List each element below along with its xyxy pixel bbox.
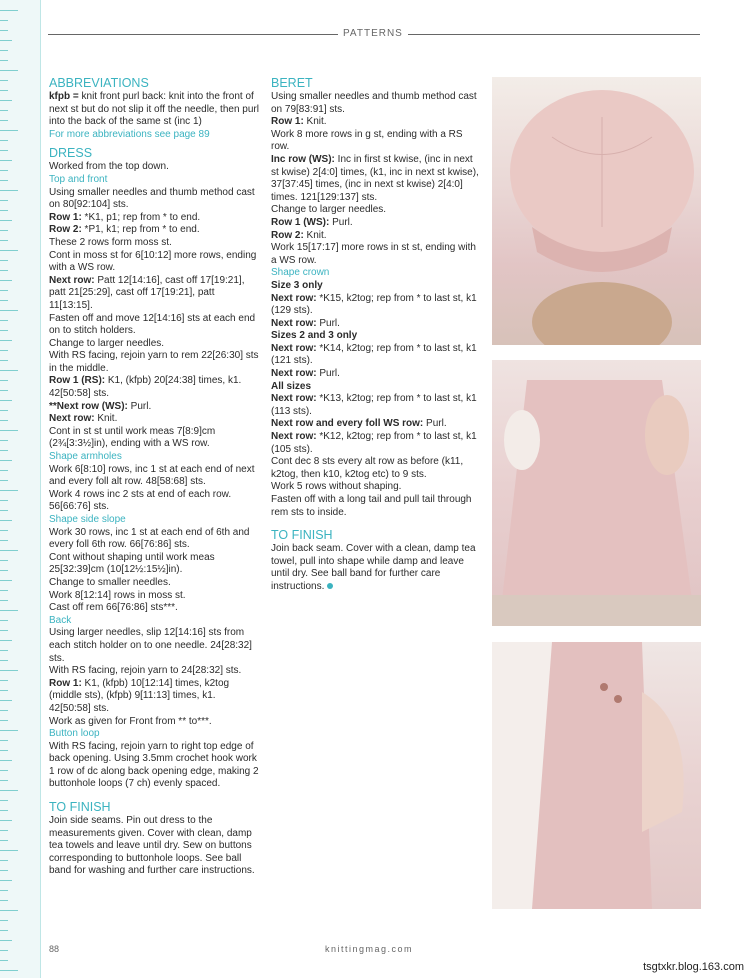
section-title: PATTERNS <box>343 28 403 39</box>
all-next3: Next row: *K12, k2tog; rep from * to last st, k1 (105 sts). <box>271 431 477 455</box>
dress-finish-text: Join side seams. Pin out dress to the measurements given. Cover with clean, damp tea towels and leave until dry. Sew on buttons corresponding to buttonhole loops. See ball band for washing and further care instructions. <box>49 815 255 877</box>
beret-finish-heading: TO FINISH <box>271 528 333 543</box>
tf-nextk: Next row: Knit. <box>49 413 118 425</box>
tf-nextws: **Next row (WS): Purl. <box>49 400 152 412</box>
shape-armholes-subheading: Shape armholes <box>49 451 122 463</box>
side-5: Cast off rem 66[76:86] sts***. <box>49 602 178 614</box>
s23-next2: Next row: Purl. <box>271 368 340 380</box>
tf-row1rs: Row 1 (RS): K1, (kfpb) 20[24:38] times, k1. 42[50:58] sts. <box>49 375 242 400</box>
b-inc: Inc row (WS): Inc in first st kwise, (inc in next st kwise) 2[4:0] times, (k1, inc in next st kwise), 37[37:45] times, (inc in next st kwise) 2[4:0] times. 121[129:137] sts. <box>271 153 479 203</box>
beret-finish-text: Join back seam. Cover with a clean, damp tea towel, pull into shape while damp and leave until dry. See ball band for further care instructions. <box>271 543 476 592</box>
back-3: Work as given for Front from ** to***. <box>49 715 212 727</box>
s3-next1: Next row: *K15, k2tog; rep from * to last st, k1 (129 sts). <box>271 292 477 317</box>
bl-1: With RS facing, rejoin yarn to right top edge of back opening. Using 3.5mm crochet hook work 1 row of dc along back opening edge, making 2 buttonhole loops (7 ch) evenly spaced. <box>49 740 259 790</box>
tf-row1: Row 1: *K1, p1; rep from * to end. <box>49 211 201 223</box>
footer-site: knittingmag.com <box>325 944 414 954</box>
back-subheading: Back <box>49 614 72 626</box>
arm-1: Work 6[8:10] rows, inc 1 st at each end of next and every foll alt row. 48[58:68] sts. <box>49 463 255 488</box>
tf-cast: Using smaller needles and thumb method cast on 80[92:104] sts. <box>49 186 255 211</box>
allsizes-label: All sizes <box>271 380 312 392</box>
s23-next1: Next row: *K14, k2tog; rep from * to last st, k1 (121 sts). <box>271 342 477 367</box>
beret-heading: BERET <box>271 76 313 90</box>
side-1: Work 30 rows, inc 1 st at each end of 6th and every foll 6th row. 66[76:86] sts. <box>49 526 250 551</box>
b-work8: Work 8 more rows in g st, ending with a RS row. <box>271 128 463 153</box>
top-front-subheading: Top and front <box>49 173 108 185</box>
all-next1: Next row: *K13, k2tog; rep from * to last st, k1 (113 sts). <box>271 393 477 417</box>
tf-change: Change to larger needles. <box>49 337 165 349</box>
button-loop-subheading: Button loop <box>49 728 100 740</box>
shape-crown-subheading: Shape crown <box>271 267 330 279</box>
abbr-more-link: For more abbreviations see page 89 <box>49 128 210 140</box>
b-cast: Using smaller needles and thumb method cast on 79[83:91] sts. <box>271 91 477 115</box>
ruler-strip <box>0 0 41 978</box>
all-next2: Next row and every foll WS row: Purl. <box>271 418 447 430</box>
dress-heading: DRESS <box>49 146 93 161</box>
side-2: Cont without shaping until work meas 25[32:39]cm (10[12½:15½]in). <box>49 551 215 576</box>
all-cont: Cont dec 8 sts every alt row as before (k11, k2tog, then k10, k2tog etc) to 9 sts. <box>271 456 464 480</box>
tf-fasten: Fasten off and move 12[14:16] sts at each end on to stitch holders. <box>49 312 256 337</box>
shape-side-subheading: Shape side slope <box>49 514 126 525</box>
size3-label: Size 3 only <box>271 279 323 291</box>
page-number: 88 <box>49 944 60 954</box>
end-dot-icon <box>327 583 333 589</box>
b-change: Change to larger needles. <box>271 204 387 216</box>
column-left <box>49 76 259 878</box>
s3-next2: Next row: Purl. <box>271 317 340 329</box>
all-fasten: Fasten off with a long tail and pull tail through rem sts to inside. <box>271 494 472 518</box>
b-work15: Work 15[17:17] more rows in st st, ending with a WS row. <box>271 242 476 266</box>
tf-row2: Row 2: *P1, k1; rep from * to end. <box>49 224 200 236</box>
tf-rejoin: With RS facing, rejoin yarn to rem 22[26:30] sts in the middle. <box>49 350 259 374</box>
abbr-kfpb: kfpb = knit front purl back: knit into the front of next st but do not slip it off the needle, then purl into the back of the same st (inc 1) <box>49 91 259 128</box>
b-r2: Row 2: Knit. <box>271 229 327 241</box>
page-header <box>48 28 700 42</box>
photo-dress-back <box>492 642 701 909</box>
b-row1: Row 1: Knit. <box>271 116 327 128</box>
abbreviations-heading: ABBREVIATIONS <box>49 76 149 90</box>
dress-finish-heading: TO FINISH <box>49 800 111 815</box>
side-3: Change to smaller needles. <box>49 576 171 588</box>
tf-cont: Cont in moss st for 6[10:12] more rows, ending with a WS row. <box>49 249 257 274</box>
tf-next: Next row: Patt 12[14:16], cast off 17[19:21], patt 21[25:29], cast off 17[19:21], patt 11[13:15]. <box>49 274 245 311</box>
dress-intro: Worked from the top down. <box>49 161 169 173</box>
back-2: With RS facing, rejoin yarn to 24[28:32] sts. <box>49 665 242 677</box>
back-row1: Row 1: K1, (kfpb) 10[12:14] times, k2tog (middle sts), (kfpb) 9[11:13] times, k1. 42[50:58] sts. <box>49 677 230 714</box>
tf-stst: Cont in st st until work meas 7[8:9]cm (2¾[3:3½]in), ending with a WS row. <box>49 425 216 450</box>
arm-2: Work 4 rows inc 2 sts at end of each row. 56[66:76] sts. <box>49 488 232 513</box>
all-work5: Work 5 rows without shaping. <box>271 481 402 493</box>
tf-moss: These 2 rows form moss st. <box>49 236 172 248</box>
back-1: Using larger needles, slip 12[14:16] sts from each stitch holder on to one needle. 24[28:32] sts. <box>49 627 252 664</box>
photo-dress-front <box>492 360 701 626</box>
photo-beret <box>492 77 701 345</box>
watermark: tsgtxkr.blog.163.com <box>643 961 744 973</box>
b-r1ws: Row 1 (WS): Purl. <box>271 216 353 228</box>
column-middle <box>271 76 481 594</box>
sizes23-label: Sizes 2 and 3 only <box>271 330 358 342</box>
side-4: Work 8[12:14] rows in moss st. <box>49 589 186 601</box>
